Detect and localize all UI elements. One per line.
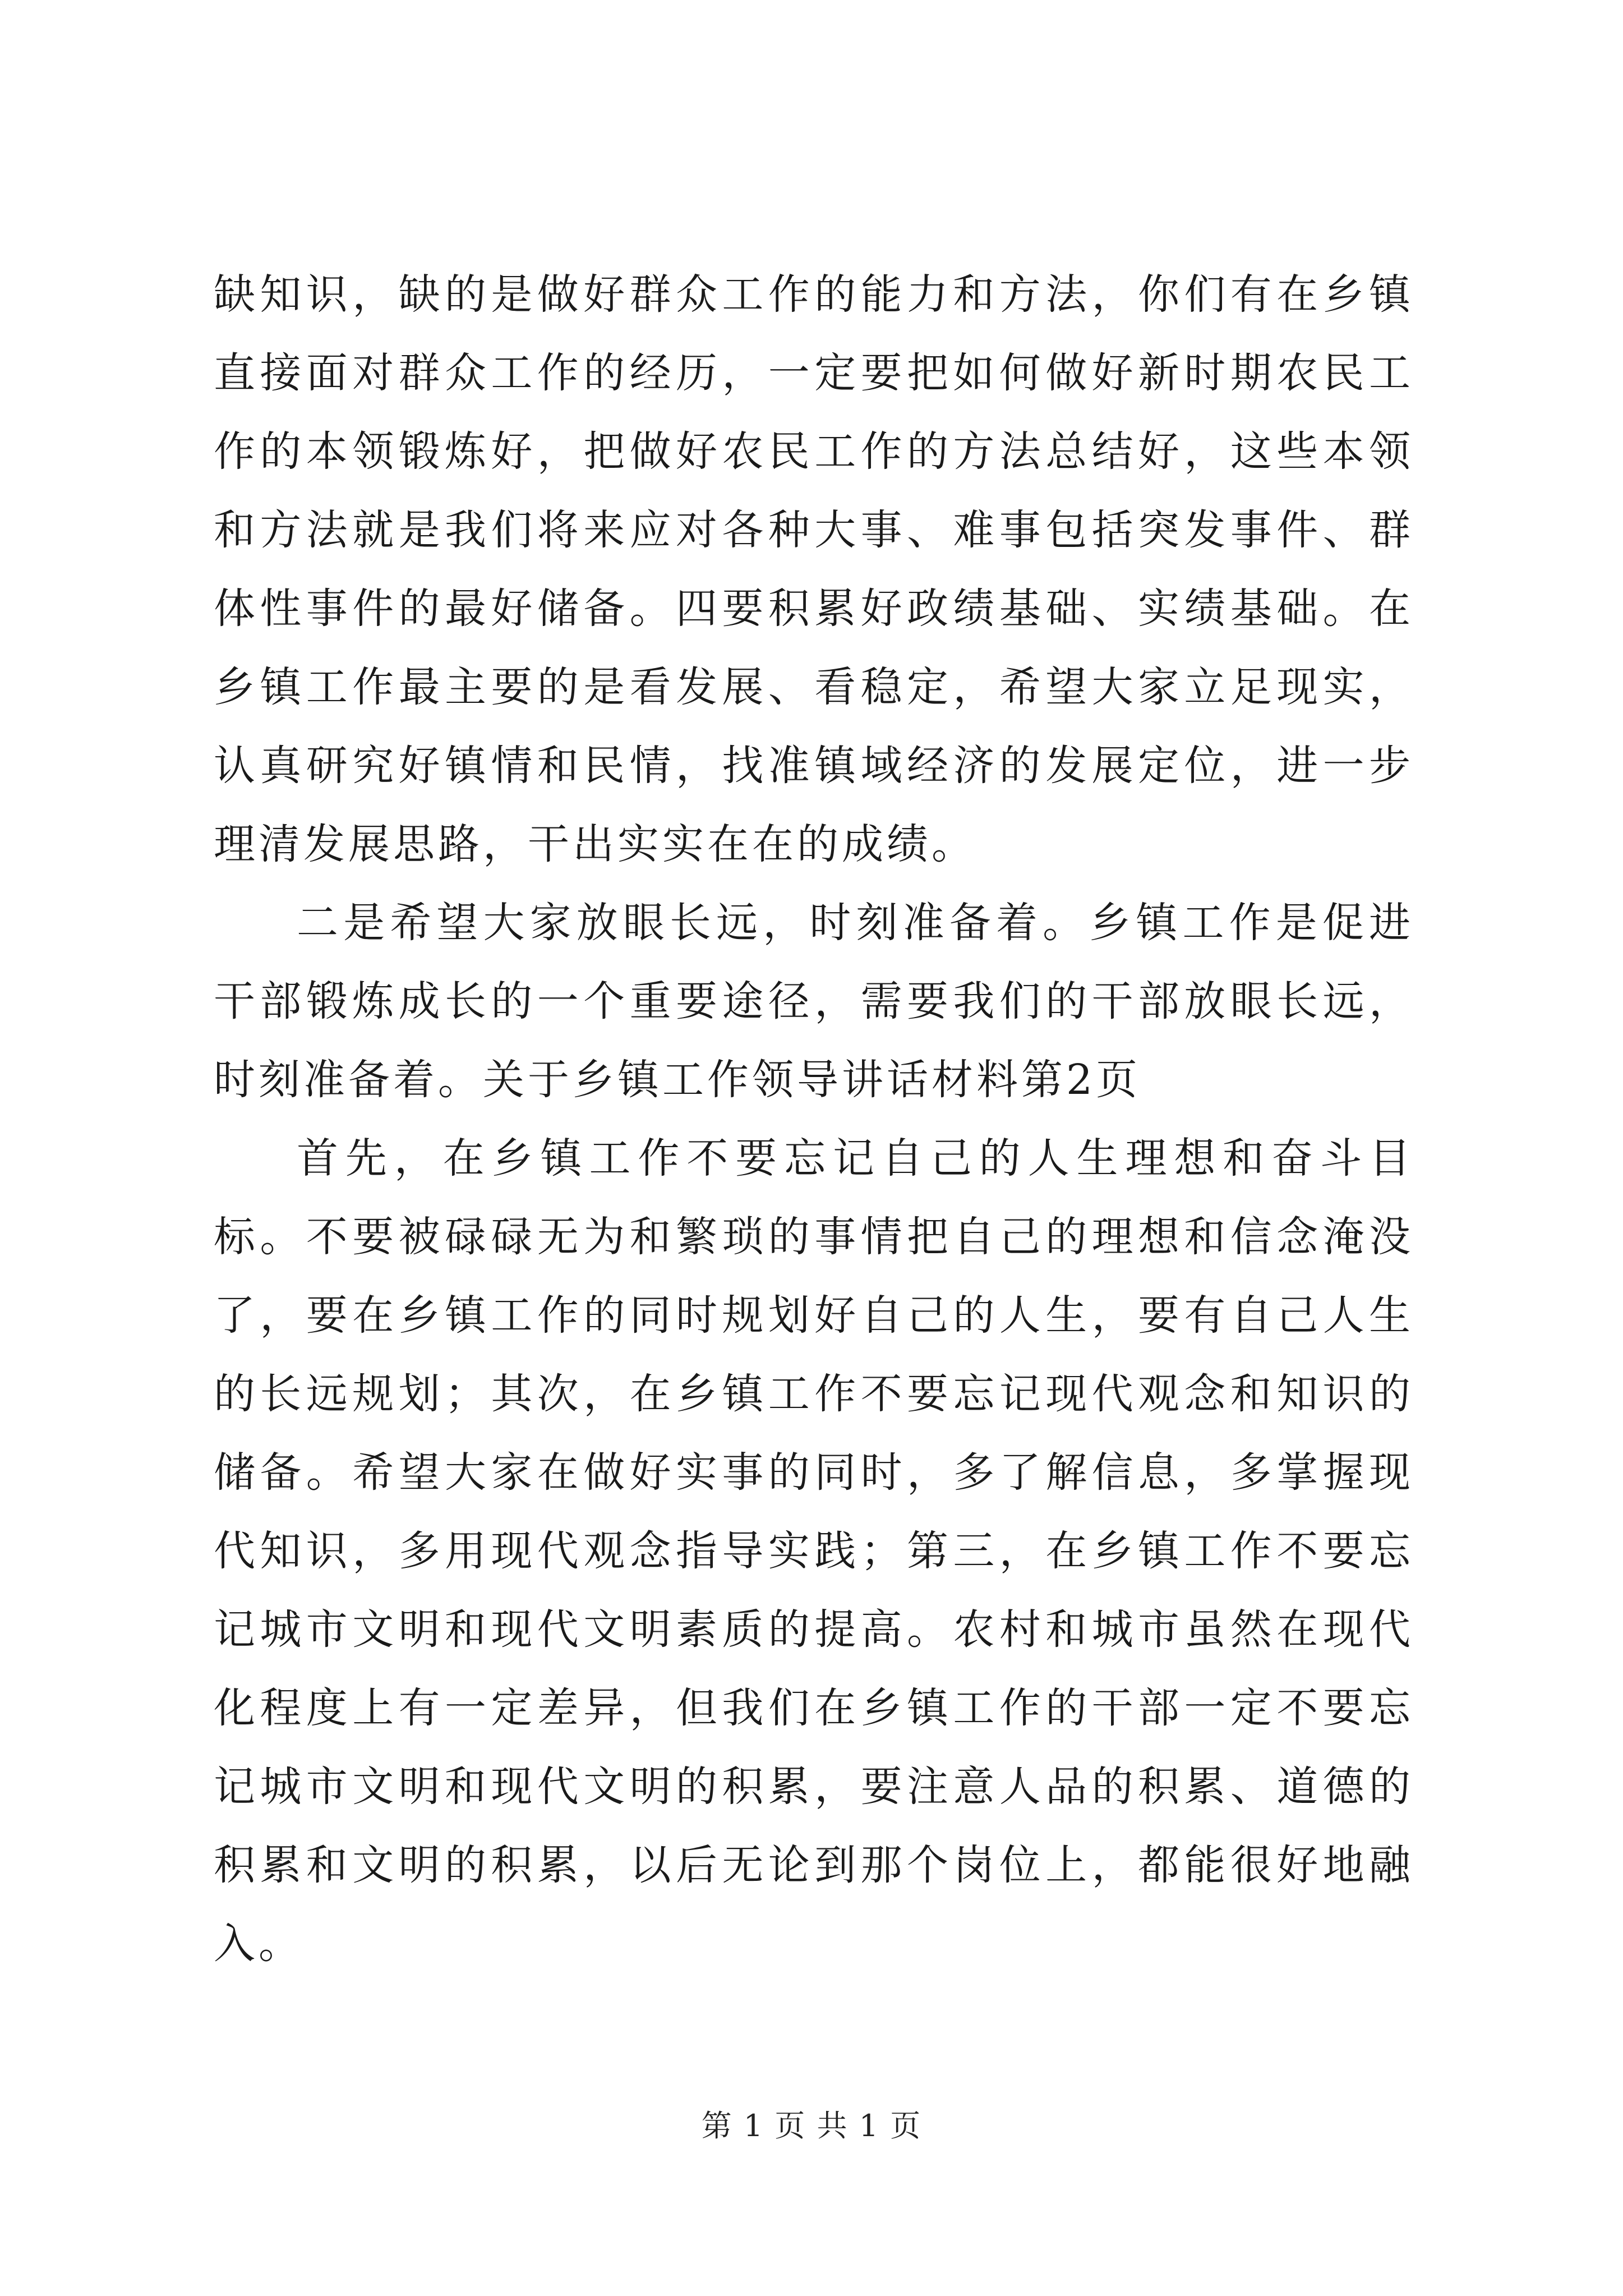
paragraph-2: 二是希望大家放眼长远，时刻准备着。乡镇工作是促进干部锻炼成长的一个重要途径，需要我们的干部放眼长远，时刻准备着。关于乡镇工作领导讲话材料第2页 bbox=[214, 899, 1414, 1104]
document-body bbox=[214, 255, 1414, 1983]
paragraph-3: 首先，在乡镇工作不要忘记自己的人生理想和奋斗目标。不要被碌碌无为和繁琐的事情把自己的理想和信念淹没了，要在乡镇工作的同时规划好自己的人生，要有自己人生的长远规划；其次，在乡镇工作不要忘记现代观念和知识的储备。希望大家在做好实事的同时，多了解信息，多掌握现代知识，多用现代观念指导实践；第三，在乡镇工作不要忘记城市文明和现代文明素质的提高。农村和城市虽然在现代化程度上有一定差异，但我们在乡镇工作的干部一定不要忘记城市文明和现代文明的积累，要注意人品的积累、道德的积累和文明的积累，以后无论到那个岗位上，都能很好地融入。 bbox=[214, 1134, 1414, 1968]
page-number-footer: 第 1 页 共 1 页 bbox=[701, 2108, 922, 2143]
paragraph-1: 缺知识，缺的是做好群众工作的能力和方法，你们有在乡镇直接面对群众工作的经历，一定要把如何做好新时期农民工作的本领锻炼好，把做好农民工作的方法总结好，这些本领和方法就是我们将来应对各种大事、难事包括突发事件、群体性事件的最好储备。四要积累好政绩基础、实绩基础。在乡镇工作最主要的是看发展、看稳定，希望大家立足现实，认真研究好镇情和民情，找准镇域经济的发展定位，进一步理清发展思路，干出实实在在的成绩。 bbox=[214, 270, 1414, 868]
